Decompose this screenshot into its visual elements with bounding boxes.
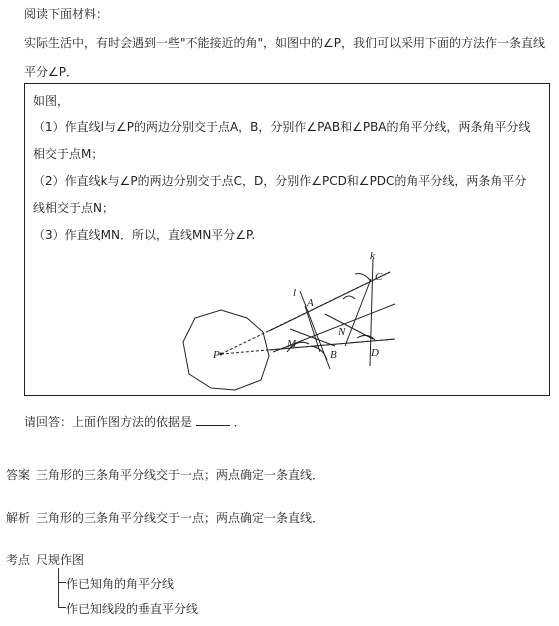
label-k: k <box>370 250 375 262</box>
tree-branch-2 <box>58 607 66 608</box>
label-a: A <box>307 297 314 309</box>
construction-figure <box>25 84 551 397</box>
kaodian-root: 尺规作图 <box>36 553 85 567</box>
question-text: 请回答：上面作图方法的依据是 <box>24 415 193 429</box>
step2-line-b: 线相交于点N； <box>33 201 114 215</box>
bisector-a <box>305 306 320 352</box>
tree-branch-1 <box>58 582 66 583</box>
analysis-text: 三角形的三条角平分线交于一点；两点确定一条直线． <box>36 511 325 525</box>
box-title: 如图， <box>33 94 70 108</box>
label-m: M <box>287 338 297 350</box>
intro-line-2: 实际生活中，有时会遇到一些"不能接近的角"，如图中的∠P，我们可以采用下面的方法作一条直线 <box>24 36 546 50</box>
tree-connector <box>58 568 59 607</box>
analysis-label: 解析 <box>6 511 31 525</box>
question-end: ． <box>233 415 246 429</box>
step1-line-a: （1）作直线l与∠P的两边分别交于点A，B，分别作∠PAB和∠PBA的角平分线，两条角平分线 <box>33 120 531 134</box>
question-line <box>24 413 246 430</box>
arc-5 <box>343 296 355 299</box>
label-l: l <box>293 287 297 299</box>
arc-4 <box>357 335 375 340</box>
label-c: C <box>375 271 383 283</box>
point-p <box>220 353 223 356</box>
answer-blank[interactable] <box>196 416 230 426</box>
material-box <box>24 83 550 396</box>
answer-label: 答案 <box>6 468 31 482</box>
step1-line-b: 相交于点M； <box>33 147 104 161</box>
step2-line-a: （2）作直线k与∠P的两边分别交于点C，D，分别作∠PCD和∠PDC的角平分线，两条角平分 <box>33 174 527 188</box>
kaodian-child-2: 作已知线段的垂直平分线 <box>66 602 199 616</box>
answer-text: 三角形的三条角平分线交于一点；两点确定一条直线． <box>36 468 325 482</box>
kaodian-label: 考点 <box>6 553 31 567</box>
label-p: P <box>213 349 220 361</box>
step3-line: （3）作直线MN．所以，直线MN平分∠P. <box>33 228 256 242</box>
arc-3 <box>355 274 371 282</box>
label-n: N <box>338 326 346 338</box>
label-d: D <box>371 347 379 359</box>
kaodian-child-1: 作已知角的角平分线 <box>66 577 175 591</box>
intro-line-3: 平分∠P． <box>24 65 78 79</box>
obstacle-polygon <box>183 310 269 390</box>
label-b: B <box>330 349 337 361</box>
intro-line-1: 阅读下面材料： <box>24 7 109 21</box>
